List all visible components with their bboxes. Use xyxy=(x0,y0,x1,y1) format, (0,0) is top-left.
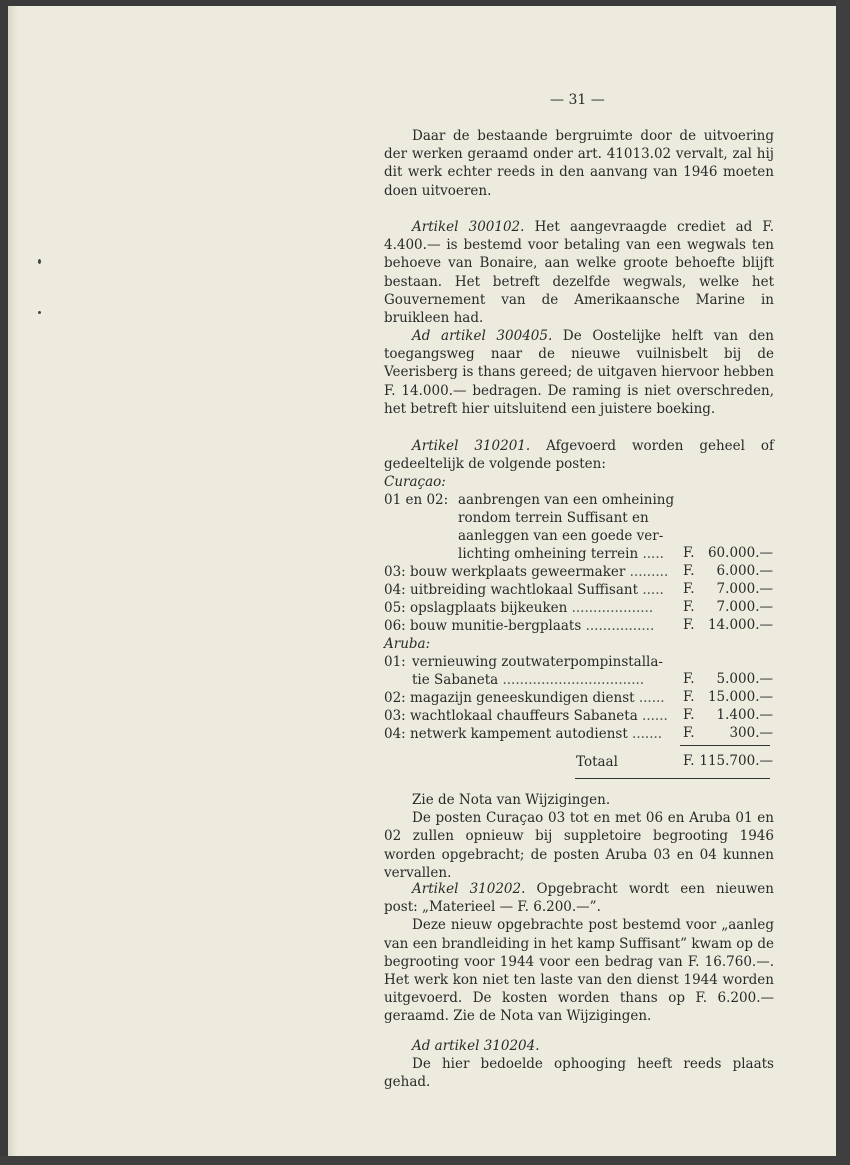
list-item: 05: opslagplaats bijkeuken ................... xyxy=(384,600,654,616)
currency: F. xyxy=(683,617,695,633)
currency: F. xyxy=(683,753,695,769)
list-item-text: lichting omheining terrein ..... xyxy=(458,546,664,562)
paragraph-artikel-310201 xyxy=(384,437,774,473)
paragraph-artikel-310202: Artikel 310202. Opgebracht wordt een nieuwen post: „Materieel — F. 6.200.—”. Deze nieuw opgebrachte post bestemd voor „aanleg van een brandleiding in het kamp Suffisant” kwam op de begrooting voor 1944 voor een bedrag van F. 16.760.—. Het werk kon niet ten laste van den dienst 1944 worden uitgevoerd. De kosten worden thans op F. 6.200.— geraamd. Zie de Nota van Wijzigingen. xyxy=(384,881,774,1025)
paragraph-artikel-310204: Ad artikel 310204. De hier bedoelde ophooging heeft reeds plaats gehad. xyxy=(384,1038,774,1091)
list-item: 04: uitbreiding wachtlokaal Suffisant ..... xyxy=(384,582,664,598)
list-item: 03: bouw werkplaats geweermaker ......... xyxy=(384,564,669,580)
page-number: — 31 — xyxy=(550,92,605,108)
margin-mark xyxy=(38,259,41,264)
amount: 60.000.— xyxy=(707,545,773,561)
article-label: Ad artikel 300405. xyxy=(412,328,553,344)
sum-rule xyxy=(680,745,770,746)
list-item: 03: wachtlokaal chauffeurs Sabaneta ...... xyxy=(384,708,668,724)
list-item-text: vernieuwing zoutwaterpompinstalla- xyxy=(412,654,663,670)
total-rule xyxy=(575,778,770,779)
list-item-code: 01 en 02: xyxy=(384,492,449,508)
amount: 15.000.— xyxy=(707,689,773,705)
article-label: Artikel 300102. xyxy=(412,219,525,235)
currency: F. xyxy=(683,707,695,723)
total-amount: 115.700.— xyxy=(699,753,773,769)
paragraph-bergruimte: Daar de bestaande bergruimte door de uitvoering der werken geraamd onder art. 41013.02 vervalt, zal hij dit werk echter reeds in den aanvang van 1946 moeten doen uitvoeren. xyxy=(384,128,774,199)
total-label: Totaal xyxy=(576,754,618,770)
currency: F. xyxy=(683,689,695,705)
article-text: De Oostelijke helft van den toegangsweg naar de nieuwe vuilnisbelt bij de Veerisberg is thans gereed; de uitgaven hiervoor hebben F. 14.000.— bedragen. De raming is niet overschreden, het betreft hier uitsluitend een juistere boeking. xyxy=(384,328,774,417)
amount: 300.— xyxy=(729,725,773,741)
list-item-code: 01: xyxy=(384,654,406,670)
article-text: Opgebracht wordt een nieuwen post: „Materieel — F. 6.200.—”. xyxy=(384,881,774,916)
list-item-text: aanbrengen van een omheining xyxy=(458,492,675,508)
article-text: Afgevoerd worden geheel of gedeeltelijk de volgende posten: xyxy=(384,438,774,473)
curacao-heading: Curaçao: xyxy=(384,474,446,490)
amount: 5.000.— xyxy=(716,671,773,687)
currency: F. xyxy=(683,725,695,741)
amount: 7.000.— xyxy=(716,599,773,615)
aruba-heading: Aruba: xyxy=(384,636,431,652)
list-item-text: rondom terrein Suffisant en xyxy=(458,510,649,526)
paragraph-artikel-300405 xyxy=(384,327,774,418)
list-item: 06: bouw munitie-bergplaats ................ xyxy=(384,618,655,634)
currency: F. xyxy=(683,545,695,561)
amount: 6.000.— xyxy=(716,563,773,579)
amount: 7.000.— xyxy=(716,581,773,597)
list-item: 04: netwerk kampement autodienst ....... xyxy=(384,726,663,742)
list-item-text: tie Sabaneta ................................. xyxy=(412,672,645,688)
paragraph-nota: Zie de Nota van Wijzigingen. De posten Curaçao 03 tot en met 06 en Aruba 01 en 02 zullen opnieuw bij suppletoire begrooting 1946 worden opgebracht; de posten Aruba 03 en 04 kunnen vervallen. xyxy=(384,792,774,881)
margin-mark xyxy=(38,311,41,314)
article-label: Artikel 310201. xyxy=(412,438,531,454)
paragraph-artikel-300102 xyxy=(384,218,774,327)
article-label: Artikel 310202. xyxy=(412,881,526,897)
currency: F. xyxy=(683,563,695,579)
page-edge-shadow xyxy=(8,6,18,1156)
scan-border-right xyxy=(836,0,850,1165)
amount: 14.000.— xyxy=(707,617,773,633)
list-item-text: aanleggen van een goede ver- xyxy=(458,528,664,544)
list-item: 02: magazijn geneeskundigen dienst ...... xyxy=(384,690,665,706)
currency: F. xyxy=(683,671,695,687)
amount: 1.400.— xyxy=(716,707,773,723)
currency: F. xyxy=(683,599,695,615)
scan-border-bottom xyxy=(0,1156,850,1165)
article-text: Het aangevraagde crediet ad F. 4.400.— is bestemd voor betaling van een wegwals ten behoeve van Bonaire, aan welke groote behoefte blijft bestaan. Het betreft dezelfde wegwals, welke het Gouvernement van de Amerikaansche Marine in bruikleen had. xyxy=(384,219,774,327)
currency: F. xyxy=(683,581,695,597)
